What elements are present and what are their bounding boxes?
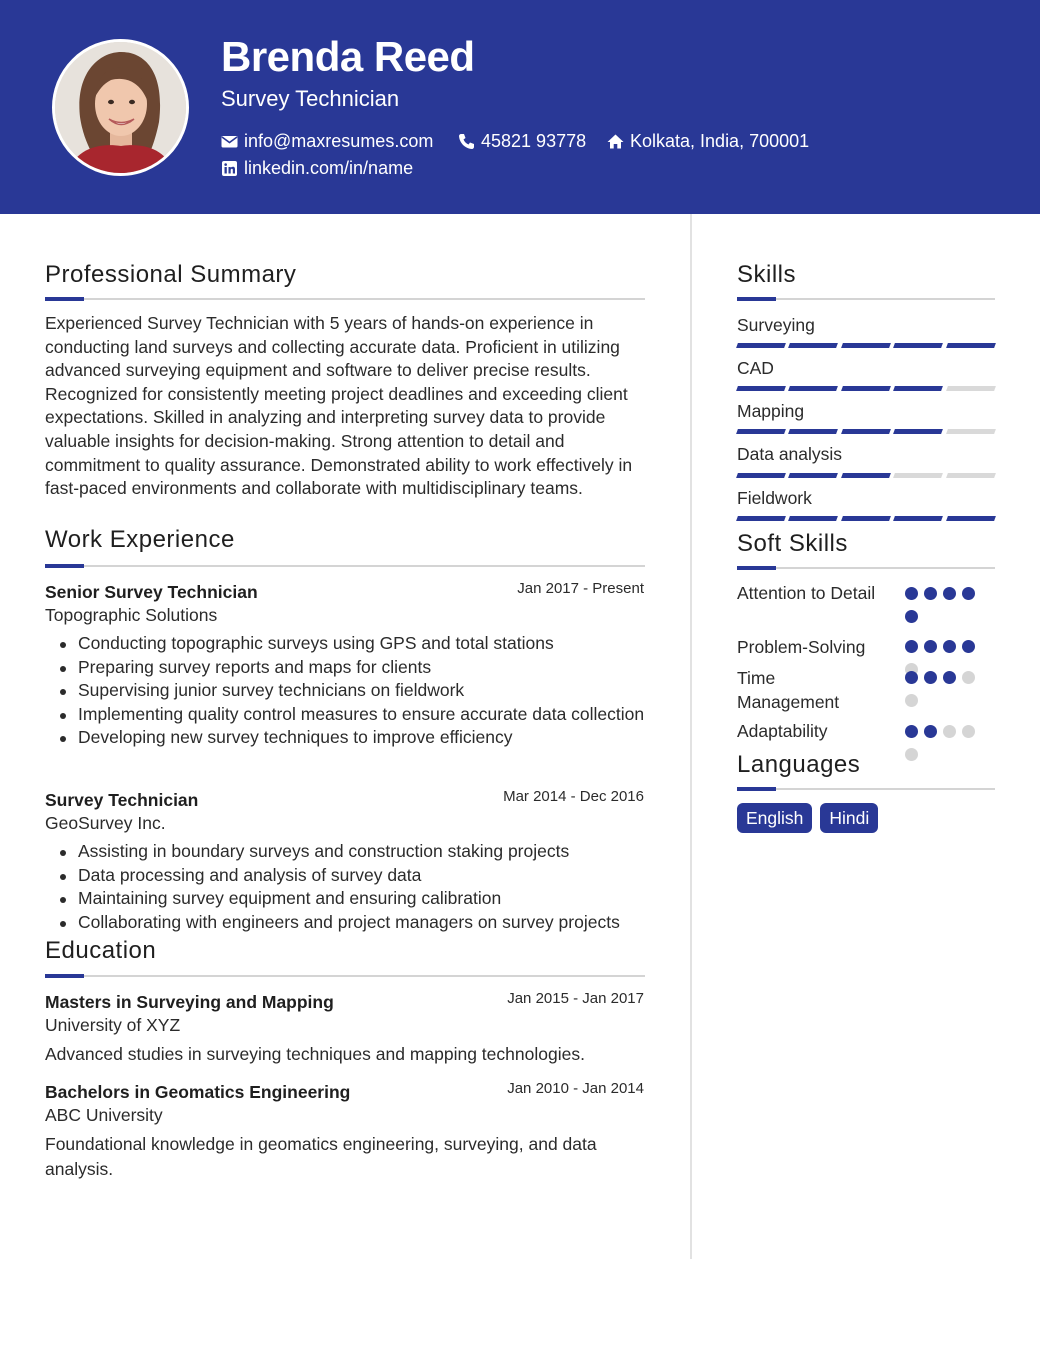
job-1-bullets (78, 632, 658, 750)
contact-email-text: info@maxresumes.com (244, 131, 434, 151)
languages-divider (737, 788, 995, 790)
soft-skills-heading: Soft Skills (737, 530, 848, 557)
soft-skill-label: Attention to Detail (737, 583, 876, 603)
rating-dot (943, 640, 956, 653)
language-badge: English (737, 803, 812, 833)
list-item: Collaborating with engineers and project managers on survey projects (78, 911, 658, 935)
list-item: Maintaining survey equipment and ensuring calibration (78, 887, 658, 911)
list-item: Supervising junior survey technicians on fieldwork (78, 679, 658, 703)
rating-dot (924, 671, 937, 684)
rating-dot (905, 748, 918, 761)
linkedin-icon (221, 160, 238, 177)
list-item: Developing new survey techniques to improve efficiency (78, 726, 658, 750)
rating-dot (943, 671, 956, 684)
education-divider (45, 975, 645, 977)
contact-email[interactable] (221, 130, 433, 152)
soft-skill-rating (905, 671, 985, 707)
language-list (737, 803, 878, 833)
summary-heading: Professional Summary (45, 261, 297, 288)
job-2-company: GeoSurvey Inc. (45, 813, 166, 833)
soft-skills-divider (737, 567, 995, 569)
education-heading: Education (45, 937, 157, 964)
skill-label: Surveying (737, 315, 815, 335)
skills-divider (737, 298, 995, 300)
languages-heading: Languages (737, 751, 861, 778)
rating-dot (962, 725, 975, 738)
rating-dot (905, 610, 918, 623)
skill-bar-segment (841, 473, 891, 478)
rating-dot (905, 671, 918, 684)
skill-bar-segment (841, 429, 891, 434)
contact-linkedin-text: linkedin.com/in/name (244, 158, 414, 178)
rating-dot (905, 640, 918, 653)
skill-bar (737, 386, 995, 392)
skill-bar-segment (736, 429, 786, 434)
skill-bar-segment (893, 473, 943, 478)
skill-bar-segment (893, 343, 943, 348)
skill-bar-segment (893, 429, 943, 434)
skill-bar-segment (736, 516, 786, 521)
edu-2-degree: Bachelors in Geomatics Engineering (45, 1082, 351, 1102)
phone-icon (458, 133, 475, 150)
skill-bar-segment (841, 343, 891, 348)
edu-1-description: Advanced studies in surveying techniques and mapping technologies. (45, 1044, 585, 1064)
profile-photo (52, 39, 189, 176)
rating-dot (905, 587, 918, 600)
rating-dot (943, 725, 956, 738)
skill-bar-segment (788, 516, 838, 521)
rating-dot (905, 725, 918, 738)
skill-bar-segment (788, 343, 838, 348)
experience-divider (45, 565, 645, 567)
soft-skill-label: Adaptability (737, 721, 828, 741)
soft-skill-label: Time Management (737, 668, 840, 712)
skill-label: CAD (737, 358, 774, 378)
job-1-dates: Jan 2017 - Present (517, 580, 644, 597)
contact-linkedin[interactable] (221, 157, 413, 179)
job-1-company: Topographic Solutions (45, 605, 218, 625)
edu-2-school: ABC University (45, 1105, 163, 1125)
edu-1-degree: Masters in Surveying and Mapping (45, 992, 334, 1012)
language-badge: Hindi (820, 803, 878, 833)
contact-location-text: Kolkata, India, 700001 (630, 131, 810, 151)
rating-dot (962, 671, 975, 684)
list-item: Conducting topographic surveys using GPS and total stations (78, 632, 658, 656)
experience-heading: Work Experience (45, 526, 235, 553)
skill-label: Data analysis (737, 444, 843, 464)
skill-bar-segment (736, 343, 786, 348)
list-item: Assisting in boundary surveys and construction staking projects (78, 840, 658, 864)
edu-2-description: Foundational knowledge in geomatics engineering, surveying, and data analysis. (45, 1134, 597, 1179)
skill-bar-segment (946, 473, 996, 478)
edu-1-dates: Jan 2015 - Jan 2017 (507, 990, 644, 1007)
rating-dot (962, 640, 975, 653)
list-item: Preparing survey reports and maps for clients (78, 656, 658, 680)
skill-bar-segment (736, 386, 786, 391)
skill-bar-segment (841, 386, 891, 391)
skill-bar-segment (736, 473, 786, 478)
list-item: Implementing quality control measures to ensure accurate data collection (78, 703, 658, 727)
rating-dot (924, 640, 937, 653)
home-icon (607, 133, 624, 150)
skill-bar (737, 429, 995, 435)
skill-bar (737, 516, 995, 522)
candidate-name: Brenda Reed (221, 33, 475, 80)
skill-bar-segment (841, 516, 891, 521)
summary-text: Experienced Survey Technician with 5 years of hands-on experience in conducting land surveys and collecting accurate data. Proficient in utilizing advanced surveying equipment and software to deliver precise results. Recognized for consistently meeting project deadlines and exceeding client expectations. Skilled in analyzing and interpreting survey data to provide valuable insights for decision-making. Strong attention to detail and commitment to quality assurance. Demonstrated ability to work effectively in fast-paced environments and collaborate with multidisciplinary teams. (45, 313, 633, 499)
rating-dot (962, 587, 975, 600)
skill-bar-segment (946, 343, 996, 348)
soft-skill-label: Problem-Solving (737, 637, 866, 657)
rating-dot (924, 725, 937, 738)
rating-dot (924, 587, 937, 600)
skill-label: Mapping (737, 401, 805, 421)
rating-dot (943, 587, 956, 600)
job-2-bullets (78, 840, 658, 934)
skill-bar-segment (893, 386, 943, 391)
skill-bar (737, 473, 995, 479)
soft-skill-rating (905, 725, 985, 761)
skill-bar-segment (946, 386, 996, 391)
skill-bar-segment (946, 516, 996, 521)
job-1-title: Senior Survey Technician (45, 582, 258, 602)
skill-bar-segment (788, 473, 838, 478)
column-divider (690, 214, 692, 1259)
job-2-dates: Mar 2014 - Dec 2016 (503, 788, 644, 805)
skill-bar-segment (788, 429, 838, 434)
skill-bar-segment (788, 386, 838, 391)
contact-phone-text: 45821 93778 (481, 131, 587, 151)
summary-divider (45, 298, 645, 300)
skill-bar (737, 343, 995, 349)
list-item: Data processing and analysis of survey data (78, 864, 658, 888)
skill-label: Fieldwork (737, 488, 812, 508)
resume-header (0, 0, 1040, 214)
envelope-icon (221, 133, 238, 150)
rating-dot (905, 694, 918, 707)
job-title: Survey Technician (221, 86, 400, 111)
skill-bar-segment (893, 516, 943, 521)
contact-phone[interactable] (458, 130, 586, 152)
skills-heading: Skills (737, 261, 797, 288)
contact-location (607, 130, 809, 152)
edu-2-dates: Jan 2010 - Jan 2014 (507, 1080, 644, 1097)
job-2-title: Survey Technician (45, 790, 199, 810)
skill-bar-segment (946, 429, 996, 434)
edu-1-school: University of XYZ (45, 1015, 181, 1035)
soft-skill-rating (905, 587, 985, 623)
